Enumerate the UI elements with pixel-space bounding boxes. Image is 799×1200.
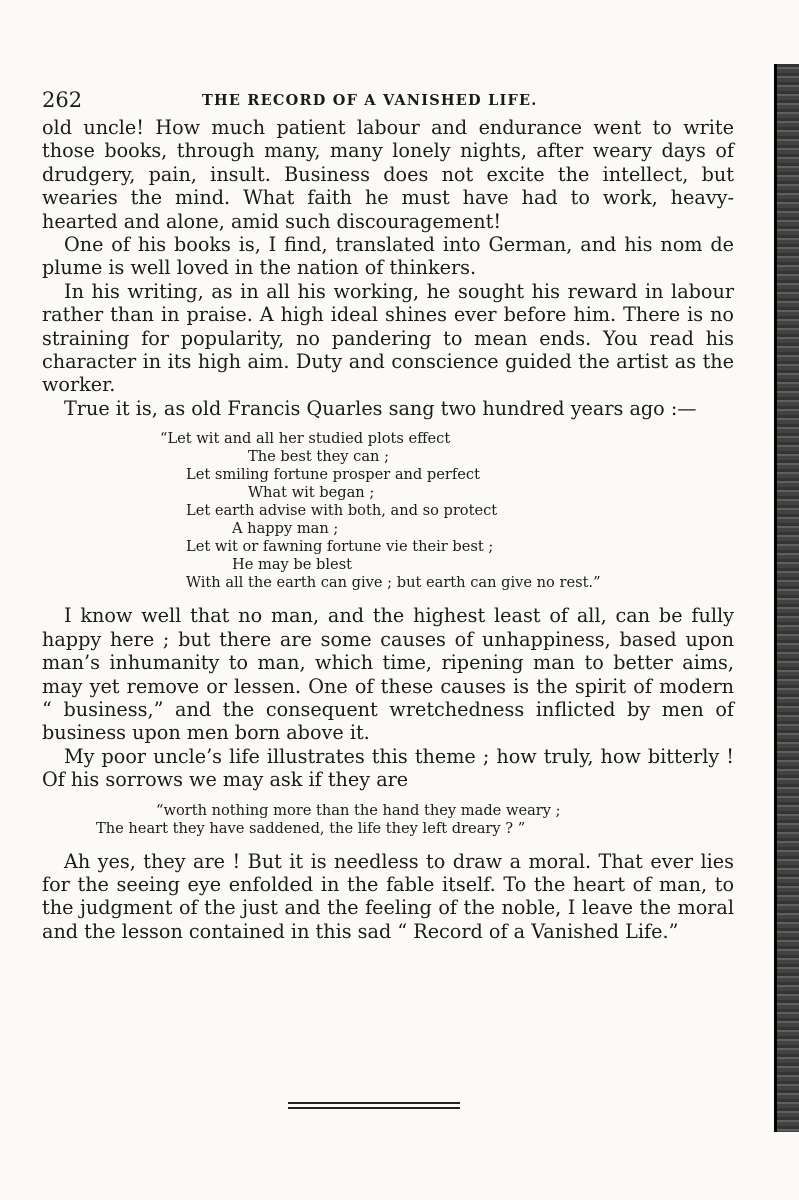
book-page — [42, 88, 734, 943]
verse-line: Let smiling fortune prosper and perfect — [186, 466, 480, 484]
verse-line: Let wit or fawning fortune vie their best ; — [186, 538, 494, 556]
verse-line: Let earth advise with both, and so protect — [186, 502, 498, 520]
page-header — [42, 88, 734, 116]
verse-line: What wit began ; — [248, 484, 375, 502]
page-number: 262 — [42, 88, 83, 112]
verse-line: With all the earth can give ; but earth can give no rest.” — [186, 574, 601, 592]
paragraph: True it is, as old Francis Quarles sang two hundred years ago :— — [64, 396, 697, 420]
paragraph: I know well that no man, and the highest least of all, can be fully happy here ; but there are some causes of unhappiness, based upon man’s inhumanity to man, which time, ripening man to better aims, may yet remove or lessen. One of these causes is the spirit of modern “ business,” and the consequent wretchedness inflicted by men of business upon men born above it. — [42, 604, 734, 745]
end-rule-bottom — [288, 1107, 460, 1109]
paragraph: My poor uncle’s life illustrates this theme ; how truly, how bitterly ! Of his sorrows we may ask if they are — [42, 744, 734, 792]
body-text-bottom — [42, 850, 734, 944]
paragraph: One of his books is, I find, translated into German, and his nom de plume is well loved in the nation of thinkers. — [42, 233, 734, 280]
quoted-verse — [42, 802, 734, 838]
verse-line: “worth nothing more than the hand they made weary ; — [156, 801, 561, 819]
verse-line: The best they can ; — [248, 448, 389, 466]
paragraph: In his writing, as in all his working, he sought his reward in labour rather than in praise. A high ideal shines ever before him. There is no straining for popularity, no pandering to mean ends. You read his character in its high aim. Duty and conscience guided the artist as the worker. — [42, 279, 734, 397]
verse-line: A happy man ; — [232, 520, 339, 538]
end-rule-top — [288, 1102, 460, 1104]
verse-line: The heart they have saddened, the life they left dreary ? ” — [96, 819, 526, 837]
verse-line: “Let wit and all her studied plots effect — [160, 430, 451, 448]
body-text-middle — [42, 604, 734, 791]
paragraph: Ah yes, they are ! But it is needless to draw a moral. That ever lies for the seeing eye enfolded in the fable itself. To the heart of man, to the judgment of the just and the feeling of the noble, I leave the moral and the lesson contained in this sad “ Record of a Vanished Life.” — [42, 849, 734, 943]
page-edge-shadow — [777, 64, 799, 1132]
running-title: THE RECORD OF A VANISHED LIFE. — [202, 92, 538, 109]
verse-line: He may be blest — [232, 556, 353, 574]
body-text-top — [42, 116, 734, 420]
quarles-verse — [42, 430, 734, 592]
paragraph: old uncle! How much patient labour and endurance went to write those books, through many, many lonely nights, after weary days of drudgery, pain, insult. Business does not excite the intellect, but wearies the mind. What faith he must have had to work, heavy-hearted and alone, amid such discouragement! — [42, 116, 734, 233]
page-edge-line — [774, 64, 777, 1132]
